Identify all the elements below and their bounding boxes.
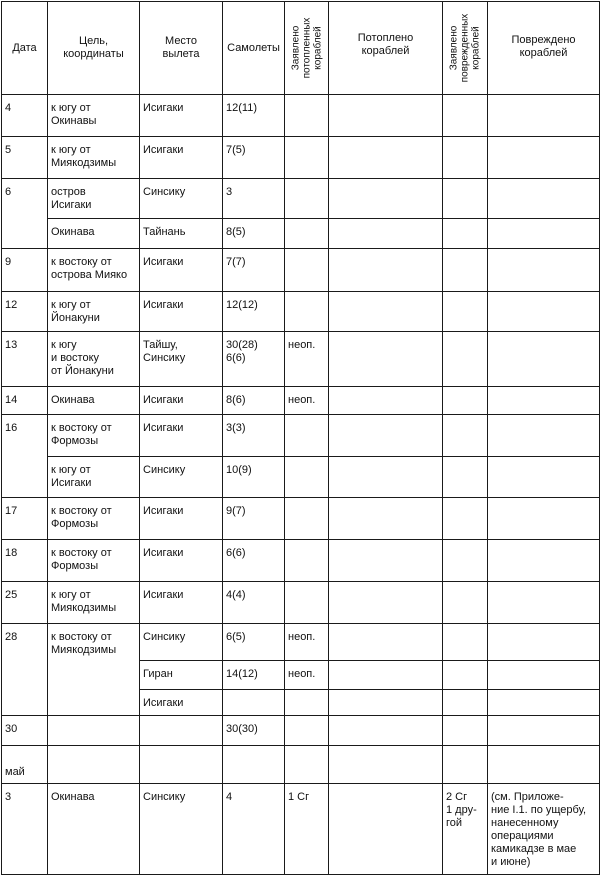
cell-sunk (329, 332, 443, 387)
cell-target: к югу от Окинавы (48, 95, 140, 137)
cell-target: к югу от Йонакуни (48, 292, 140, 332)
cell-date: 4 (2, 95, 48, 137)
cell-base: Исигаки (140, 582, 223, 624)
cell-planes: 30(28) 6(6) (223, 332, 285, 387)
cell-date: 28 (2, 624, 48, 716)
cell-target (48, 716, 140, 746)
cell-planes: 3 (223, 179, 285, 219)
cell-damaged (488, 179, 600, 219)
cell-sunk (329, 415, 443, 457)
header-base: Место вылета (140, 2, 223, 95)
cell-date: 12 (2, 292, 48, 332)
cell-date: 5 (2, 137, 48, 179)
header-target: Цель, координаты (48, 2, 140, 95)
cell-claimed-sunk (285, 746, 329, 784)
cell-target: Окинава (48, 387, 140, 415)
sortie-table (1, 1, 600, 875)
cell-damaged: (см. Приложе- ние I.1. по ущербу, нанесенному операциями камикадзе в мае и июне) (488, 784, 600, 875)
table-row (2, 292, 600, 332)
cell-claimed-damaged (443, 219, 488, 249)
cell-sunk (329, 540, 443, 582)
cell-base: Исигаки (140, 387, 223, 415)
cell-claimed-sunk (285, 292, 329, 332)
cell-target: к югу от Миякодзимы (48, 137, 140, 179)
cell-planes (223, 690, 285, 716)
cell-claimed-damaged (443, 332, 488, 387)
cell-claimed-sunk (285, 179, 329, 219)
cell-base: Синсику (140, 784, 223, 875)
cell-sunk (329, 179, 443, 219)
table-row (2, 95, 600, 137)
cell-target: к востоку от Формозы (48, 540, 140, 582)
table-row (2, 540, 600, 582)
cell-claimed-damaged (443, 179, 488, 219)
cell-planes: 12(11) (223, 95, 285, 137)
cell-planes: 7(7) (223, 249, 285, 292)
cell-claimed-sunk (285, 582, 329, 624)
cell-sunk (329, 249, 443, 292)
table-row (2, 415, 600, 457)
header-claimed-sunk: Заявлено потопленных кораблей (285, 2, 329, 95)
cell-sunk (329, 387, 443, 415)
cell-target: Окинава (48, 784, 140, 875)
cell-target: остров Исигаки (48, 179, 140, 219)
header-claimed-damaged: Заявлено поврежденных кораблей (443, 2, 488, 95)
cell-claimed-damaged: 2 Сг 1 дру- гой (443, 784, 488, 875)
cell-damaged (488, 498, 600, 540)
cell-claimed-damaged (443, 540, 488, 582)
cell-damaged (488, 690, 600, 716)
cell-date: 16 (2, 415, 48, 498)
table-row (2, 219, 600, 249)
cell-damaged (488, 387, 600, 415)
cell-base: Тайшу, Синсику (140, 332, 223, 387)
cell-claimed-damaged (443, 137, 488, 179)
cell-base: Исигаки (140, 415, 223, 457)
cell-planes: 4 (223, 784, 285, 875)
cell-claimed-sunk (285, 457, 329, 498)
cell-damaged (488, 292, 600, 332)
cell-claimed-sunk (285, 137, 329, 179)
cell-date (2, 219, 48, 249)
cell-base (140, 746, 223, 784)
cell-date: май (2, 746, 48, 784)
cell-sunk (329, 498, 443, 540)
cell-target: Окинава (48, 219, 140, 249)
cell-planes: 30(30) (223, 716, 285, 746)
cell-claimed-damaged (443, 249, 488, 292)
cell-base: Исигаки (140, 249, 223, 292)
cell-date: 6 (2, 179, 48, 219)
cell-claimed-damaged (443, 498, 488, 540)
cell-claimed-damaged (443, 661, 488, 690)
cell-claimed-sunk (285, 690, 329, 716)
cell-planes: 6(5) (223, 624, 285, 661)
cell-sunk (329, 292, 443, 332)
cell-base: Исигаки (140, 540, 223, 582)
cell-date: 9 (2, 249, 48, 292)
table-row (2, 498, 600, 540)
cell-target: к востоку от Формозы (48, 415, 140, 457)
cell-sunk (329, 690, 443, 716)
table-row (2, 249, 600, 292)
cell-claimed-sunk (285, 498, 329, 540)
table-row (2, 624, 600, 661)
table-row (2, 746, 600, 784)
cell-sunk (329, 661, 443, 690)
cell-damaged (488, 415, 600, 457)
table-row (2, 137, 600, 179)
cell-claimed-sunk (285, 219, 329, 249)
cell-claimed-damaged (443, 746, 488, 784)
cell-claimed-sunk: 1 Сг (285, 784, 329, 875)
cell-damaged (488, 746, 600, 784)
table-row (2, 332, 600, 387)
table-row (2, 179, 600, 219)
header-damaged: Повреждено кораблей (488, 2, 600, 95)
cell-damaged (488, 624, 600, 661)
cell-planes: 3(3) (223, 415, 285, 457)
table-row (2, 784, 600, 875)
cell-base: Исигаки (140, 690, 223, 716)
cell-planes: 14(12) (223, 661, 285, 690)
cell-target: к востоку от Формозы (48, 498, 140, 540)
cell-date: 30 (2, 716, 48, 746)
cell-planes: 10(9) (223, 457, 285, 498)
cell-claimed-sunk (285, 95, 329, 137)
cell-date: 25 (2, 582, 48, 624)
cell-planes: 9(7) (223, 498, 285, 540)
cell-damaged (488, 540, 600, 582)
header-row (2, 2, 600, 95)
cell-planes: 7(5) (223, 137, 285, 179)
cell-claimed-damaged (443, 716, 488, 746)
cell-target: к востоку от острова Мияко (48, 249, 140, 292)
cell-date: 17 (2, 498, 48, 540)
cell-damaged (488, 332, 600, 387)
cell-claimed-damaged (443, 415, 488, 457)
cell-damaged (488, 582, 600, 624)
cell-damaged (488, 95, 600, 137)
cell-date: 14 (2, 387, 48, 415)
table-row (2, 582, 600, 624)
cell-claimed-sunk (285, 415, 329, 457)
cell-target: к востоку от Миякодзимы (48, 624, 140, 716)
cell-claimed-sunk: неоп. (285, 332, 329, 387)
cell-damaged (488, 661, 600, 690)
cell-base: Исигаки (140, 137, 223, 179)
cell-sunk (329, 219, 443, 249)
cell-target: к югу от Исигаки (48, 457, 140, 498)
cell-planes: 6(6) (223, 540, 285, 582)
cell-target (48, 746, 140, 784)
cell-claimed-damaged (443, 624, 488, 661)
cell-planes (223, 746, 285, 784)
header-planes: Самолеты (223, 2, 285, 95)
cell-claimed-damaged (443, 95, 488, 137)
cell-base: Синсику (140, 624, 223, 661)
cell-claimed-damaged (443, 457, 488, 498)
cell-damaged (488, 249, 600, 292)
cell-sunk (329, 95, 443, 137)
cell-base: Тайнань (140, 219, 223, 249)
cell-sunk (329, 784, 443, 875)
cell-claimed-damaged (443, 292, 488, 332)
cell-date: 18 (2, 540, 48, 582)
cell-base: Исигаки (140, 95, 223, 137)
table-row (2, 387, 600, 415)
cell-damaged (488, 219, 600, 249)
cell-sunk (329, 624, 443, 661)
cell-damaged (488, 716, 600, 746)
cell-sunk (329, 746, 443, 784)
cell-base: Гиран (140, 661, 223, 690)
header-date: Дата (2, 2, 48, 95)
table-row (2, 457, 600, 498)
cell-base: Исигаки (140, 498, 223, 540)
header-sunk: Потоплено кораблей (329, 2, 443, 95)
cell-claimed-sunk: неоп. (285, 624, 329, 661)
cell-claimed-sunk (285, 249, 329, 292)
table-row (2, 716, 600, 746)
cell-base: Синсику (140, 457, 223, 498)
cell-damaged (488, 457, 600, 498)
cell-planes: 4(4) (223, 582, 285, 624)
cell-claimed-damaged (443, 387, 488, 415)
cell-claimed-damaged (443, 582, 488, 624)
cell-sunk (329, 582, 443, 624)
cell-planes: 8(5) (223, 219, 285, 249)
cell-damaged (488, 137, 600, 179)
cell-base: Синсику (140, 179, 223, 219)
cell-base (140, 716, 223, 746)
cell-base: Исигаки (140, 292, 223, 332)
cell-claimed-sunk (285, 716, 329, 746)
cell-claimed-sunk (285, 540, 329, 582)
cell-sunk (329, 716, 443, 746)
cell-claimed-sunk: неоп. (285, 387, 329, 415)
cell-sunk (329, 137, 443, 179)
cell-target: к югу от Миякодзимы (48, 582, 140, 624)
cell-planes: 8(6) (223, 387, 285, 415)
cell-claimed-sunk: неоп. (285, 661, 329, 690)
cell-planes: 12(12) (223, 292, 285, 332)
cell-sunk (329, 457, 443, 498)
cell-date: 3 (2, 784, 48, 875)
cell-claimed-damaged (443, 690, 488, 716)
cell-date: 13 (2, 332, 48, 387)
cell-target: к югу и востоку от Йонакуни (48, 332, 140, 387)
